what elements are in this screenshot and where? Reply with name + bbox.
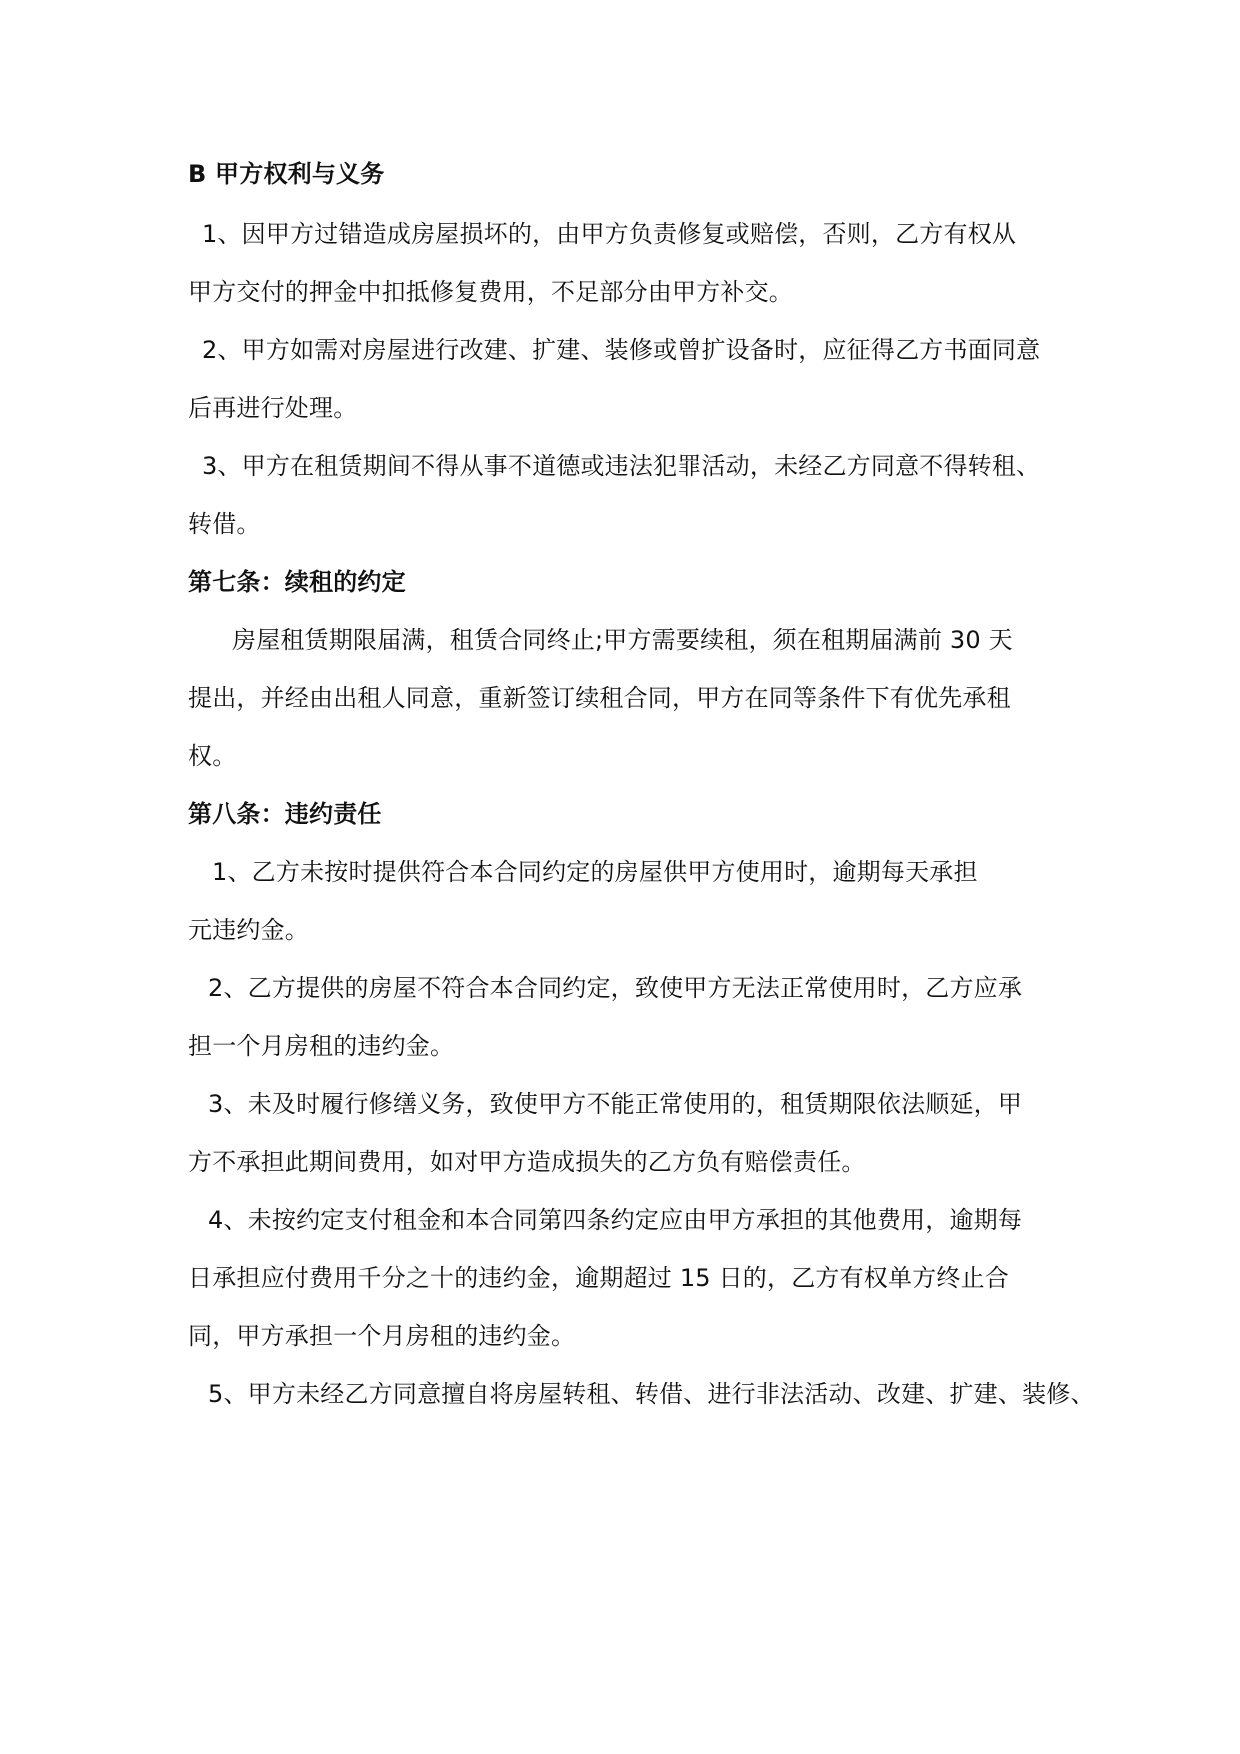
paragraph-line: 方不承担此期间费用，如对甲方造成损失的乙方负有赔偿责任。 <box>188 1148 866 1176</box>
paragraph-line: 日承担应付费用千分之十的违约金，逾期超过 15 日的，乙方有权单方终止合 <box>188 1264 1009 1292</box>
paragraph-line: 元违约金。 <box>188 916 309 944</box>
section-heading-b: B 甲方权利与义务 <box>188 160 385 188</box>
document-page <box>188 0 1095 1754</box>
paragraph-line: 同，甲方承担一个月房租的违约金。 <box>188 1322 576 1350</box>
paragraph-line: 权。 <box>188 742 237 770</box>
paragraph-line: 3、甲方在租赁期间不得从事不道德或违法犯罪活动，未经乙方同意不得转租、 <box>202 452 1041 480</box>
paragraph-line: 2、甲方如需对房屋进行改建、扩建、装修或曾扩设备时，应征得乙方书面同意 <box>202 336 1041 364</box>
paragraph-line: 担一个月房租的违约金。 <box>188 1032 455 1060</box>
paragraph-line: 2、乙方提供的房屋不符合本合同约定，致使甲方无法正常使用时，乙方应承 <box>208 974 1023 1002</box>
article-7-title: 第七条：续租的约定 <box>188 568 406 596</box>
paragraph-line: 3、未及时履行修缮义务，致使甲方不能正常使用的，租赁期限依法顺延，甲 <box>208 1090 1023 1118</box>
paragraph-line: 甲方交付的押金中扣抵修复费用，不足部分由甲方补交。 <box>188 278 793 306</box>
paragraph-line: 提出，并经由出租人同意，重新签订续租合同，甲方在同等条件下有优先承租 <box>188 684 1011 712</box>
paragraph-line: 5、甲方未经乙方同意擅自将房屋转租、转借、进行非法活动、改建、扩建、装修、 <box>208 1380 1095 1408</box>
paragraph-line: 1、因甲方过错造成房屋损坏的，由甲方负责修复或赔偿，否则，乙方有权从 <box>202 220 1017 248</box>
article-8-title: 第八条：违约责任 <box>188 800 382 828</box>
paragraph-line: 4、未按约定支付租金和本合同第四条约定应由甲方承担的其他费用，逾期每 <box>208 1206 1023 1234</box>
paragraph-line: 转借。 <box>188 510 261 538</box>
paragraph-line: 1、乙方未按时提供符合本合同约定的房屋供甲方使用时，逾期每天承担 <box>212 858 978 886</box>
paragraph-line: 房屋租赁期限届满，租赁合同终止;甲方需要续租，须在租期届满前 30 天 <box>232 626 1013 654</box>
paragraph-line: 后再进行处理。 <box>188 394 358 422</box>
